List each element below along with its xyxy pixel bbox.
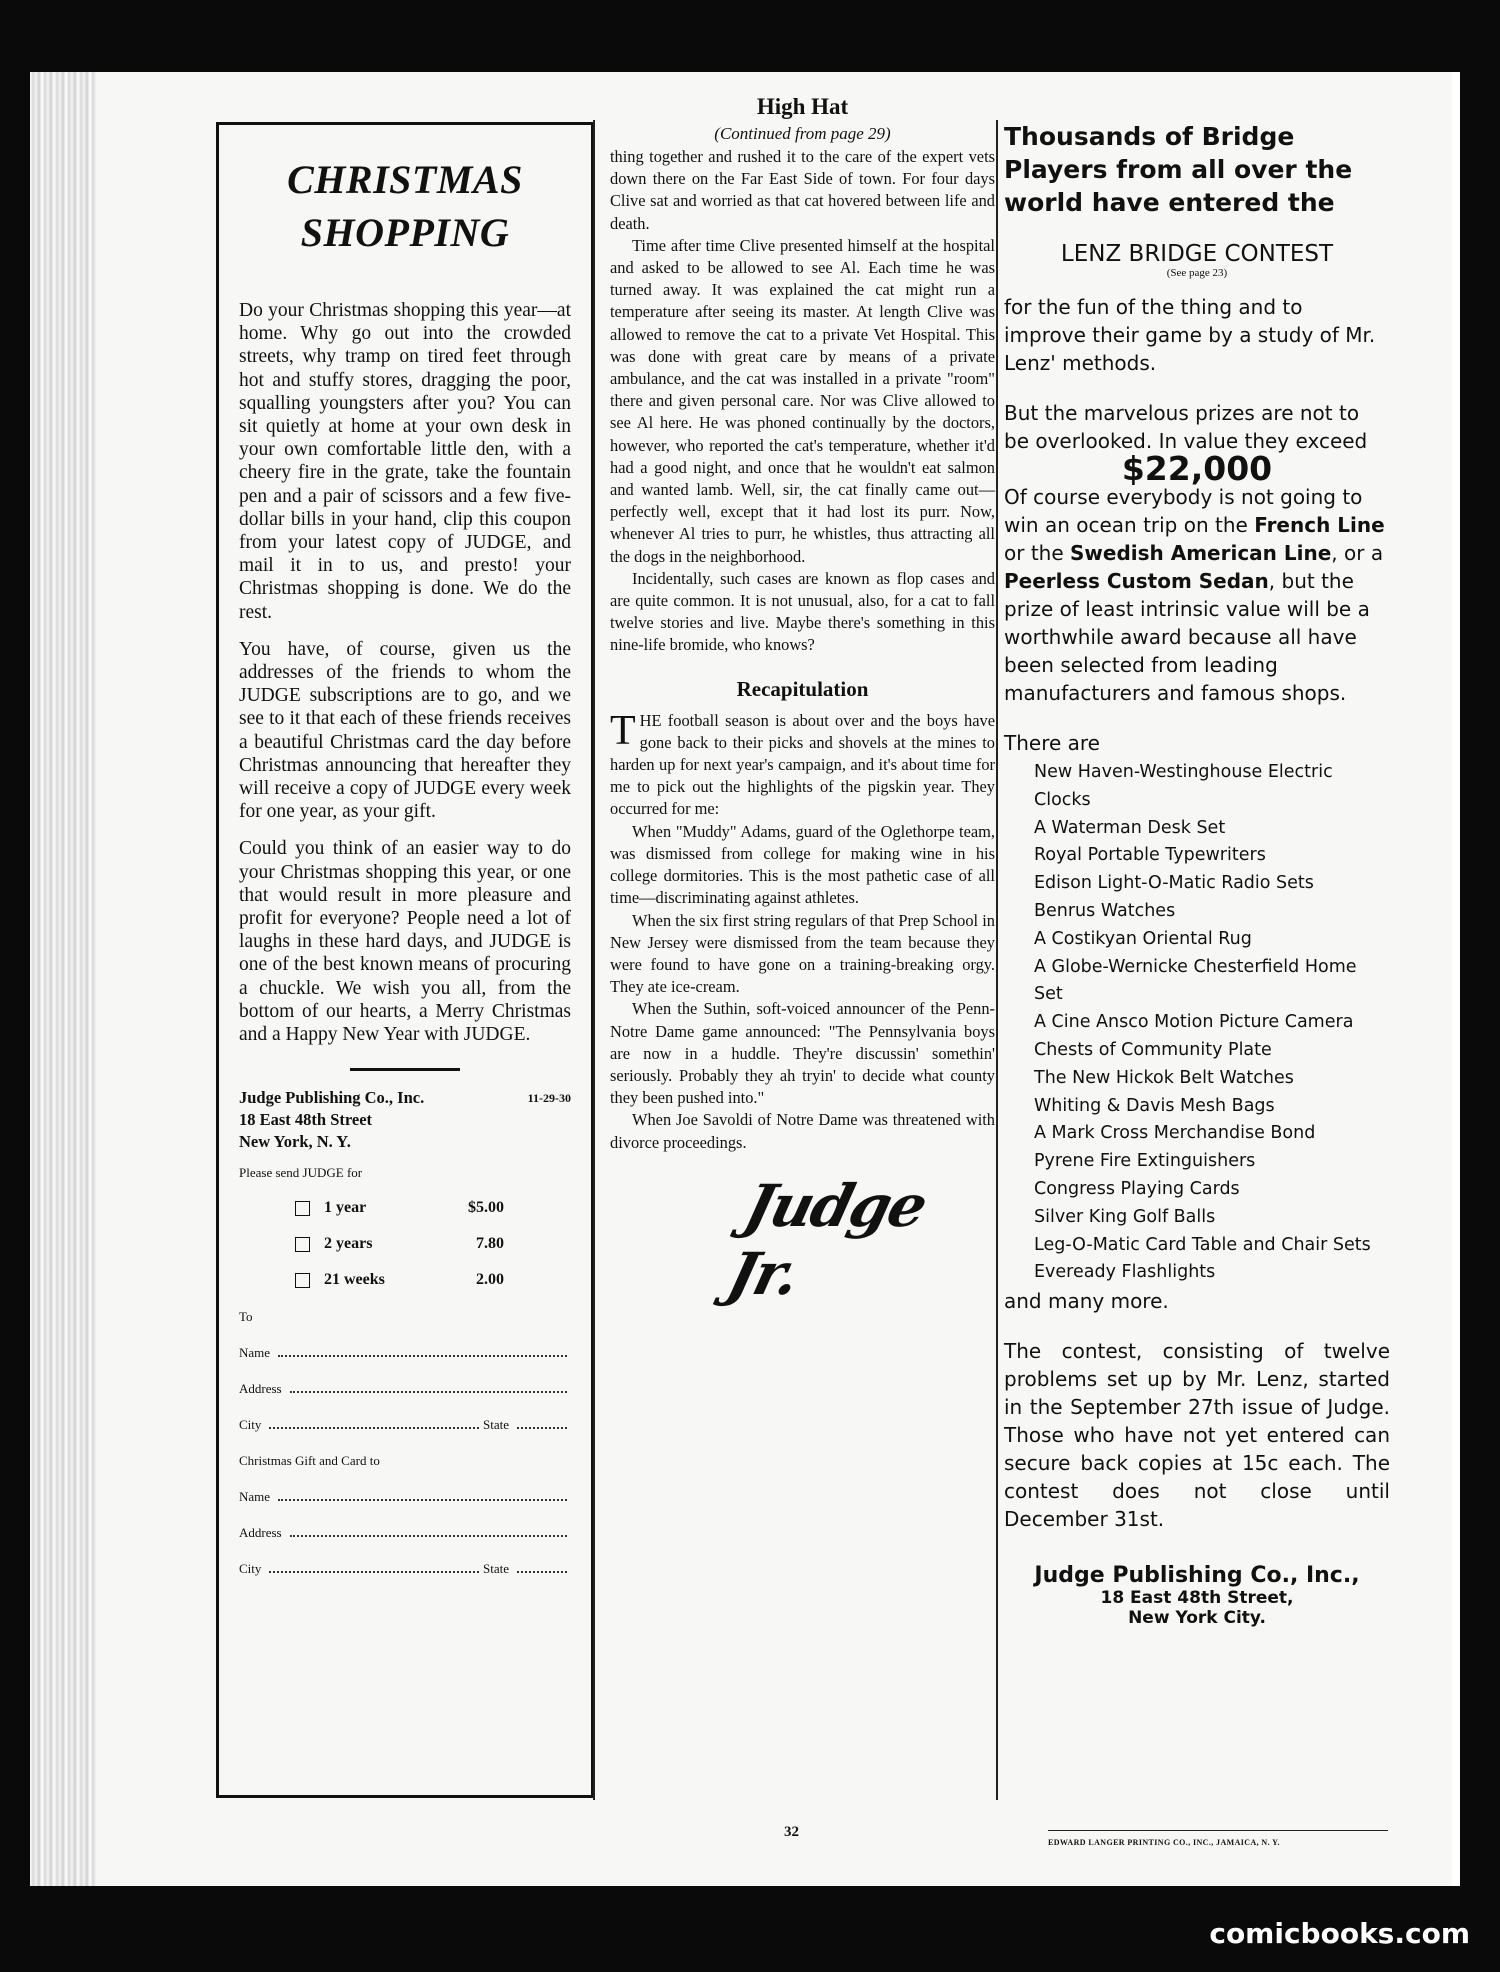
prize-value: $22,000 [1121,449,1273,488]
gift-label: Christmas Gift and Card to [239,1453,380,1469]
article-paragraph: When "Muddy" Adams, guard of the Oglethorpe team, was dismissed from college for making wine in his college dormitories. This is the most pathetic case of all time—discriminating against athletes. [610,821,995,908]
city-state-field[interactable]: City State [239,1417,571,1433]
article-paragraph: When Joe Savoldi of Notre Dame was threatened with divorce proceedings. [610,1110,995,1152]
list-item: Edison Light-O-Matic Radio Sets [1034,873,1314,894]
coupon-title: CHRISTMAS SHOPPING [287,157,523,255]
list-item: Leg-O-Matic Card Table and Chair Sets [1034,1234,1371,1255]
article-title: High Hat [756,94,849,119]
list-item: Chests of Community Plate [1034,1039,1272,1060]
bridge-contest-ad [1004,120,1390,1628]
publisher-footer: Judge Publishing Co., Inc., 18 East 48th Street, New York City. [1034,1563,1360,1629]
column-rule [593,120,595,1800]
christmas-shopping-coupon [216,122,594,1798]
divider [350,1068,460,1071]
list-item: A Mark Cross Merchandise Bond [1034,1123,1316,1144]
list-item: A Costikyan Oriental Rug [1034,928,1252,949]
ad-paragraph: and many more. [1004,1289,1169,1314]
gift-address-field[interactable]: Address [239,1525,571,1541]
page-edge [1452,72,1460,1886]
article-paragraph: When the Suthin, soft-voiced announcer of the Penn-Notre Dame game announced: "The Pennsylvania boys are now in a huddle. They're discussin' somethin' seriously. Probably they ah tryin' to decide what county they been pushed into." [610,999,995,1108]
to-label: To [239,1309,253,1325]
list-item: A Cine Ansco Motion Picture Camera [1034,1012,1354,1033]
list-item: New Haven-Westinghouse Electric Clocks [1034,762,1333,810]
page-number: 32 [784,1824,799,1840]
article-paragraph: When the six first string regulars of that Prep School in New Jersey were dismissed from the team because they were found to have gone on a training-breaking orgy. They ate ice-cream. [610,910,995,997]
address-field[interactable]: Address [239,1381,571,1397]
signature: Judge Jr. [721,1171,933,1308]
coupon-date: 11-29-30 [527,1091,571,1106]
subscription-option[interactable]: 2 years 7.80 [295,1235,571,1253]
list-item: Whiting & Davis Mesh Bags [1034,1095,1275,1116]
list-item: The New Hickok Belt Watches [1034,1067,1294,1088]
ad-heading: Thousands of Bridge Players from all over the world have entered the [1004,122,1353,217]
send-label: Please send JUDGE for [239,1165,363,1181]
subscription-option[interactable]: 21 weeks 2.00 [295,1271,571,1289]
article-paragraph: Time after time Clive presented himself at the hospital and asked to be allowed to see Al. Each time he was turned away. It was explained the cat might run a temperature after seeing its master. At length Clive was allowed to remove the cat to a private Vet Hospital. This was done with great care by means of a private ambulance, and the cat was installed in a private "room" there and given personal care. Nor was Clive allowed to see Al here. He was phoned continually by the doctors, however, who reported the cat's temperature, whether it'd had a good night, and once that he wouldn't eat salmon and wanted lamb. Well, sir, the cat finally came out—perfectly well, except that it had lost its purr. Now, whenever Al tries to purr, he whistles, thus attracting all the dogs in the neighborhood. [610,235,995,566]
magazine-page [96,72,1452,1886]
drop-cap: T [610,707,636,754]
list-item: Pyrene Fire Extinguishers [1034,1151,1256,1172]
divider [1048,1830,1388,1831]
ad-paragraph: The contest, consisting of twelve problems set up by Mr. Lenz, started in the September 27th issue of Judge. Those who have not yet entered can secure back copies at 15c each. The contest does not close until December 31st. [1004,1339,1390,1532]
name-field[interactable]: Name [239,1345,571,1361]
prize-list [1034,759,1390,1287]
column-rule [996,120,998,1800]
publisher-address: Judge Publishing Co., Inc. 18 East 48th Street New York, N. Y. 11-29-30 [239,1088,571,1152]
coupon-paragraph: Could you think of an easier way to do your Christmas shopping this year, or one that would result in more pleasure and profit for everyone? People need a lot of laughs in these hard days, and JUDGE is one of the best known means of procuring a chuckle. We wish you all, from the bottom of our hearts, a Merry Christmas and a Happy New Year with JUDGE. [239,838,571,1046]
list-item: A Waterman Desk Set [1034,817,1226,838]
list-item: A Globe-Wernicke Chesterfield Home Set [1034,956,1357,1005]
list-item: Eveready Flashlights [1034,1262,1216,1283]
checkbox[interactable] [295,1273,310,1288]
page-reference: (See page 23) [1166,267,1228,279]
article-paragraph: thing together and rushed it to the care of the expert vets down there on the Far East Side of town. For four days Clive sat and worried as that cat hovered between life and death. [610,147,995,233]
list-item: Silver King Golf Balls [1034,1206,1216,1227]
coupon-paragraph: You have, of course, given us the addresses of the friends to whom the JUDGE subscriptions are to go, and we see to it that each of these friends receives a beautiful Christmas card the day before Christmas announcing that hereafter they will receive a copy of JUDGE every week for one year, as your gift. [239,638,571,823]
continued-note: (Continued from page 29) [714,124,891,143]
checkbox[interactable] [295,1237,310,1252]
high-hat-column [610,94,995,1308]
checkbox[interactable] [295,1201,310,1216]
gift-name-field[interactable]: Name [239,1489,571,1505]
coupon-paragraph: Do your Christmas shopping this year—at home. Why go out into the crowded streets, why tramp on tired feet through hot and stuffy stores, dragging the poor, squalling youngsters after you? You can sit quietly at home at your own desk in your own comfortable little den, with a cheery fire in the grate, take the fountain pen and a pair of scissors and a few five-dollar bills in your hand, clip this coupon from your latest copy of JUDGE, and mail it in to us, and presto! your Christmas shopping is done. We do the rest. [239,300,571,623]
ad-paragraph: Of course everybody is not going to win an ocean trip on the French Line or the Swedish American Line, or a Peerless Custom Sedan, but the prize of least intrinsic value will be a worthwhile award because all have been selected from leading manufacturers and famous shops. [1004,485,1385,705]
gift-city-state-field[interactable]: City State [239,1561,571,1577]
section-title: Recapitulation [736,676,869,701]
list-item: Royal Portable Typewriters [1034,845,1266,866]
ad-paragraph: for the fun of the thing and to improve their game by a study of Mr. Lenz' methods. [1004,295,1376,375]
list-item: Benrus Watches [1034,900,1176,921]
contest-name: LENZ BRIDGE CONTEST [1060,241,1334,267]
watermark: comicbooks.com [1209,1917,1470,1950]
printer-credit: EDWARD LANGER PRINTING CO., INC., JAMAICA, N. Y. [1048,1838,1280,1847]
ad-paragraph: But the marvelous prizes are not to be overlooked. In value they exceed [1004,401,1368,453]
article-paragraph: THE football season is about over and the boys have gone back to their picks and shovels at the mines to harden up for next year's campaign, and it's about time for me to pick out the highlights of the pigskin year. They occurred for me: [610,707,995,819]
article-paragraph: Incidentally, such cases are known as flop cases and are quite common. It is not unusual, also, for a cat to fall twelve stories and live. Maybe there's something in this nine-life bromide, who knows? [610,568,995,655]
prize-intro: There are [1004,731,1100,755]
list-item: Congress Playing Cards [1034,1178,1240,1199]
subscription-option[interactable]: 1 year $5.00 [295,1199,571,1217]
